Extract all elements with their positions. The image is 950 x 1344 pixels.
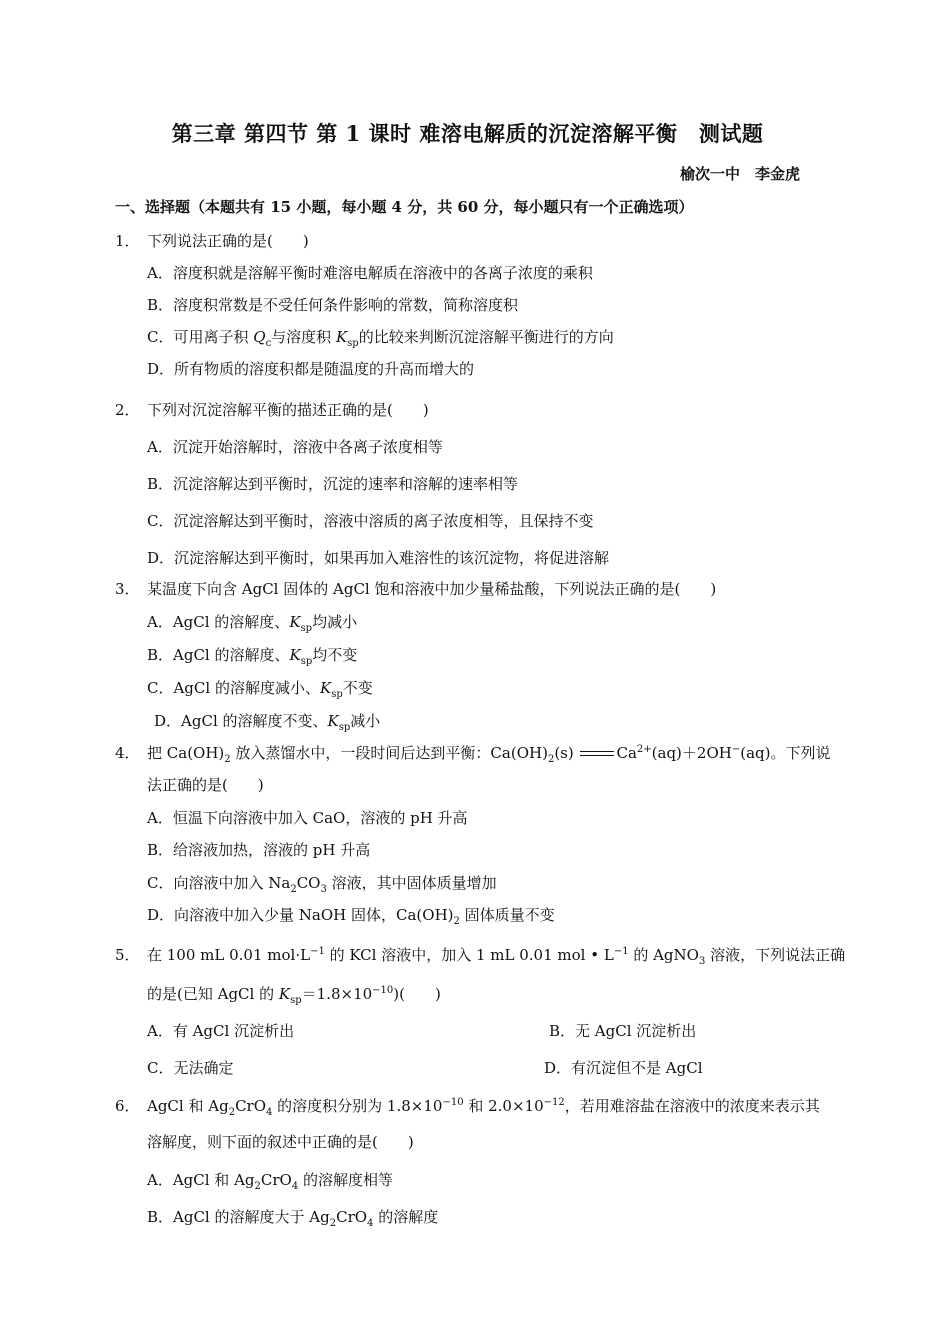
question-stem: 在 100 mL 0.01 $mol\cdot L^{-1}$ 的 KCl 溶液中，加入 1 mL 0.01 mol • $L^{-1}$ 的 AgNO$_3$ 溶液，下列说法正确 <box>147 946 846 967</box>
option-c: C．无法确定 <box>147 1059 234 1077</box>
option-a: A．AgCl 的溶解度、$K_{sp}$均减小 <box>147 613 358 634</box>
option-d: D．所有物质的溶度积都是随温度的升高而增大的 <box>147 360 475 378</box>
option-b: B．沉淀溶解达到平衡时，沉淀的速率和溶解的速率相等 <box>147 475 519 493</box>
option-c: C．AgCl 的溶解度减小、$K_{sp}$不变 <box>147 679 373 700</box>
option-d: D．沉淀溶解达到平衡时，如果再加入难溶性的该沉淀物，将促进溶解 <box>147 549 610 567</box>
equilibrium-arrow-icon <box>580 749 614 759</box>
question-number: 6． <box>115 1097 140 1115</box>
option-a: A．溶度积就是溶解平衡时难溶电解质在溶液中的各离子浓度的乘积 <box>147 264 593 282</box>
page-title: 第三章 第四节 第 1 课时 难溶电解质的沉淀溶解平衡 测试题 <box>171 121 764 146</box>
option-c: C．可用离子积 $Q_c$与溶度积 $K_{sp}$的比较来判断沉淀溶解平衡进行的方向 <box>147 328 614 349</box>
question-number: 4． <box>115 744 140 762</box>
option-b: B．无 AgCl 沉淀析出 <box>549 1022 697 1040</box>
option-b: B．AgCl 的溶解度、$K_{sp}$均不变 <box>147 646 358 667</box>
option-b: B．溶度积常数是不受任何条件影响的常数，简称溶度积 <box>147 296 519 314</box>
question-stem-continued: 的是(已知 AgCl 的 $K_{sp}=1.8\times 10^{-10}$)( ) <box>147 985 441 1006</box>
question-stem: 下列说法正确的是( ) <box>147 232 309 250</box>
question-number: 3． <box>115 580 140 598</box>
question-stem-continued: 溶解度，则下面的叙述中正确的是( ) <box>147 1133 414 1151</box>
question-number: 5． <box>115 946 140 964</box>
option-c: C．向溶液中加入 $Na_2CO_3$ 溶液，其中固体质量增加 <box>147 874 497 895</box>
question-stem: AgCl 和 $Ag_2CrO_4$ 的溶度积分别为 $1.8\times 10^{-10}$ 和 $2.0\times 10^{-12}$，若用难溶盐在溶液中的浓度来表示其 <box>147 1097 820 1118</box>
question-number: 2． <box>115 401 140 419</box>
option-d: D．向溶液中加入少量 NaOH 固体，$Ca(OH)_2$ 固体质量不变 <box>147 906 555 927</box>
option-a: A．AgCl 和 $Ag_2CrO_4$ 的溶解度相等 <box>147 1171 393 1192</box>
option-b: B．给溶液加热，溶液的 pH 升高 <box>147 841 371 859</box>
question-stem: 某温度下向含 AgCl 固体的 AgCl 饱和溶液中加少量稀盐酸，下列说法正确的是( ) <box>147 580 717 598</box>
option-d: D．有沉淀但不是 AgCl <box>544 1059 703 1077</box>
option-a: A．恒温下向溶液中加入 CaO，溶液的 pH 升高 <box>147 809 468 827</box>
option-a: A．有 AgCl 沉淀析出 <box>147 1022 295 1040</box>
option-c: C．沉淀溶解达到平衡时，溶液中溶质的离子浓度相等，且保持不变 <box>147 512 594 530</box>
question-stem-continued: 法正确的是( ) <box>147 776 264 794</box>
option-b: B．AgCl 的溶解度大于 $Ag_2CrO_4$ 的溶解度 <box>147 1208 439 1229</box>
author-line: 榆次一中 李金虎 <box>679 165 800 183</box>
section-heading: 一、选择题（本题共有 15 小题，每小题 4 分，共 60 分，每小题只有一个正确选项） <box>115 198 694 216</box>
option-d: D．AgCl 的溶解度不变、$K_{sp}$减小 <box>154 712 381 733</box>
question-stem: 下列对沉淀溶解平衡的描述正确的是( ) <box>147 401 429 419</box>
option-a: A．沉淀开始溶解时，溶液中各离子浓度相等 <box>147 438 443 456</box>
question-stem: 把 $Ca(OH)_2$ 放入蒸馏水中，一段时间后达到平衡：$Ca(OH)_2(s)$ $Ca^{2+}(aq)+2OH^-(aq)$。下列说 <box>147 744 831 765</box>
question-number: 1． <box>115 232 140 250</box>
